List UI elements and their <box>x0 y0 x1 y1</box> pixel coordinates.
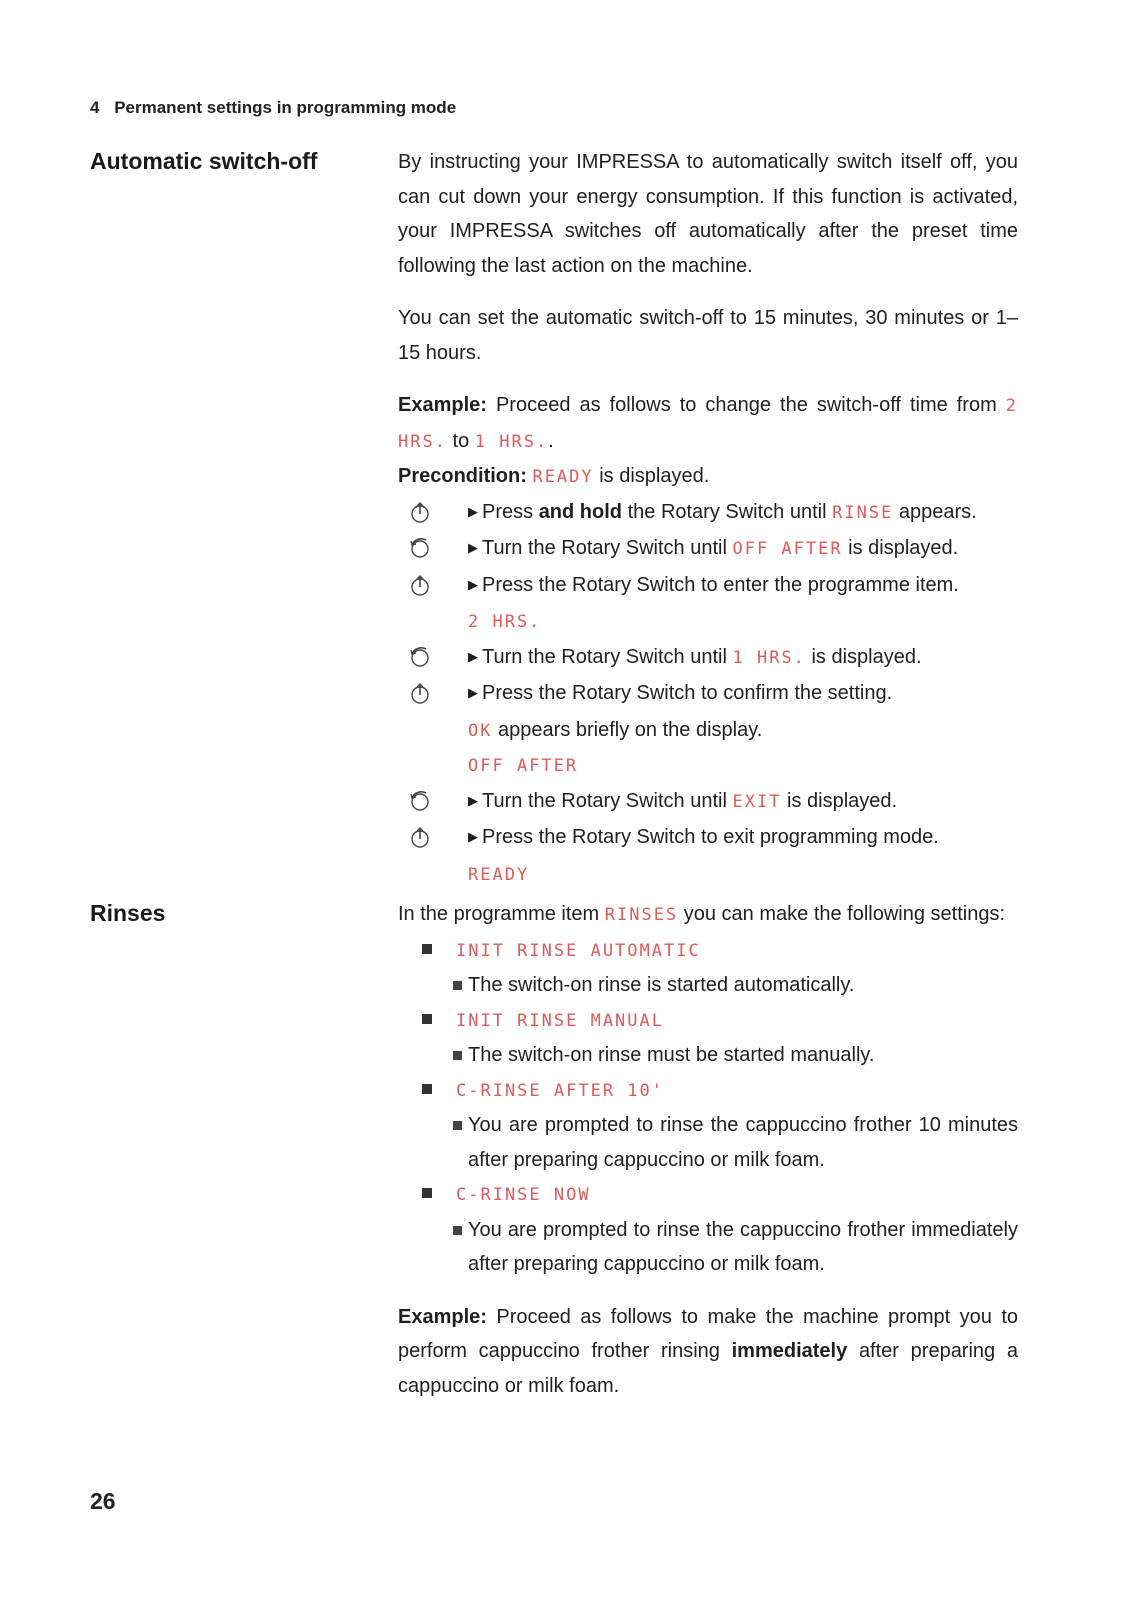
arrow-icon: ▶ <box>468 829 478 844</box>
lcd-off-after: OFF AFTER <box>468 756 579 776</box>
autooff-intro2: You can set the automatic switch-off to 15 minutes, 30 minutes or 1–15 hours. <box>398 307 1018 364</box>
turn-switch-icon <box>408 646 432 670</box>
step-text: Press the Rotary Switch to enter the programme item. <box>482 573 959 596</box>
option-desc: The switch-on rinse is started automatically. <box>468 974 855 996</box>
arrow-icon: ▶ <box>468 540 478 555</box>
precondition <box>398 459 1018 495</box>
bullet-square-icon <box>422 944 432 954</box>
rinse-option-desc <box>398 1038 1018 1073</box>
press-switch-icon <box>408 682 432 706</box>
arrow-icon: ▶ <box>468 576 478 592</box>
option-desc: You are prompted to rinse the cappuccino frother 10 minutes after preparing cappuccino or milk foam. <box>468 1114 1018 1171</box>
step-text: Turn the Rotary Switch until <box>482 789 727 812</box>
to-word: to <box>452 429 470 452</box>
step-1 <box>398 495 1018 532</box>
press-switch-icon <box>408 574 432 598</box>
step-text: Turn the Rotary Switch until <box>482 537 727 559</box>
step-4 <box>398 640 1018 677</box>
lcd-to: 1 HRS. <box>474 431 549 452</box>
section-title-rinses: Rinses <box>90 900 166 926</box>
lcd-option: C-RINSE NOW <box>456 1185 591 1205</box>
step-text: is displayed. <box>787 789 898 812</box>
intro-text: you can make the following settings: <box>683 903 1006 925</box>
arrow-icon: ▶ <box>468 648 478 664</box>
example-text: Proceed as follows to make the machine prompt you to perform cappuccino frother rinsing <box>398 1305 1018 1362</box>
arrow-icon: ▶ <box>468 685 478 700</box>
small-bullet-icon <box>453 1226 462 1235</box>
precondition-text: is displayed. <box>599 465 710 487</box>
autooff-intro: By instructing your IMPRESSA to automatically switch itself off, you can cut down your energy consumption. If this function is activated, your IMPRESSA switches off automatically after the preset time following the last action on the machine. <box>398 151 1018 277</box>
bullet-square-icon <box>422 1084 432 1094</box>
step-3 <box>398 568 1018 605</box>
step-text: appears briefly on the display. <box>498 718 763 741</box>
page-number: 26 <box>90 1488 116 1514</box>
lcd-exit: EXIT <box>732 791 782 812</box>
step-7-result <box>398 857 1018 893</box>
turn-switch-icon <box>408 537 432 561</box>
step-text: is displayed. <box>811 645 922 668</box>
example-label: Example: <box>398 394 487 416</box>
small-bullet-icon <box>453 981 462 990</box>
lcd-ok: OK <box>468 720 493 741</box>
section-title-autooff: Automatic switch-off <box>90 148 318 174</box>
example-label: Example: <box>398 1305 487 1328</box>
step-5 <box>398 676 1018 713</box>
rinses-example <box>398 1300 1018 1404</box>
rinses-column <box>398 897 1018 1403</box>
rinse-option <box>398 1003 1018 1039</box>
step-text: Turn the Rotary Switch until <box>482 645 727 668</box>
step-text: Press <box>482 500 534 523</box>
small-bullet-icon <box>453 1051 462 1060</box>
lcd-rinse: RINSE <box>832 502 894 523</box>
step-5-result <box>398 713 1018 749</box>
precondition-label: Precondition: <box>398 465 527 487</box>
step-text: is displayed. <box>848 537 959 559</box>
step-text: Press the Rotary Switch to exit programming mode. <box>482 826 939 848</box>
lcd-off-after: OFF AFTER <box>732 539 843 559</box>
lcd-2hrs: 2 HRS. <box>468 612 542 632</box>
bullet-square-icon <box>422 1188 432 1198</box>
press-switch-icon <box>408 826 432 850</box>
lcd-option: INIT RINSE MANUAL <box>456 1010 664 1031</box>
example-text: Proceed as follows to change the switch-off time from <box>495 394 997 416</box>
step-3-result <box>398 604 1018 640</box>
rinse-option <box>398 1073 1018 1109</box>
lcd-option: C-RINSE AFTER 10' <box>456 1080 664 1101</box>
lcd-precondition: READY <box>532 467 594 487</box>
turn-switch-icon <box>408 790 432 814</box>
small-bullet-icon <box>453 1121 462 1130</box>
step-6 <box>398 784 1018 821</box>
step-bold: and hold <box>538 500 623 523</box>
example-text: after preparing a cappuccino or milk foam. <box>398 1340 1018 1397</box>
step-7 <box>398 820 1018 857</box>
step-2 <box>398 531 1018 568</box>
lcd-option: INIT RINSE AUTOMATIC <box>456 940 701 961</box>
press-switch-icon <box>408 501 432 525</box>
step-text: the Rotary Switch until <box>627 500 827 523</box>
chapter-number: 4 <box>90 98 100 117</box>
arrow-icon: ▶ <box>468 503 478 519</box>
example-bold: immediately <box>731 1340 848 1362</box>
rinse-option-desc <box>398 1108 1018 1177</box>
step-5-result-2 <box>398 748 1018 784</box>
rinse-option-desc <box>398 1213 1018 1282</box>
option-desc: You are prompted to rinse the cappuccino frother immediately after preparing cappuccino or milk foam. <box>468 1218 1018 1275</box>
lcd-ready: READY <box>468 864 530 885</box>
rinse-option <box>398 1177 1018 1213</box>
chapter-title: Permanent settings in programming mode <box>114 98 457 117</box>
period: . <box>548 429 554 452</box>
arrow-icon: ▶ <box>468 792 478 808</box>
intro-text: In the programme item <box>398 903 600 925</box>
bullet-square-icon <box>422 1014 432 1024</box>
running-header <box>90 98 456 118</box>
lcd-rinses: RINSES <box>604 905 679 925</box>
rinse-option <box>398 933 1018 969</box>
rinse-option-desc <box>398 968 1018 1003</box>
autooff-column <box>398 145 1018 892</box>
lcd-1hrs: 1 HRS. <box>732 647 806 668</box>
step-text: appears. <box>898 500 977 523</box>
rinses-intro <box>398 897 1018 933</box>
lcd-from: 2 HRS. <box>398 396 1019 452</box>
step-text: Press the Rotary Switch to confirm the setting. <box>482 682 893 704</box>
option-desc: The switch-on rinse must be started manually. <box>468 1044 875 1066</box>
autooff-example <box>398 388 1018 459</box>
